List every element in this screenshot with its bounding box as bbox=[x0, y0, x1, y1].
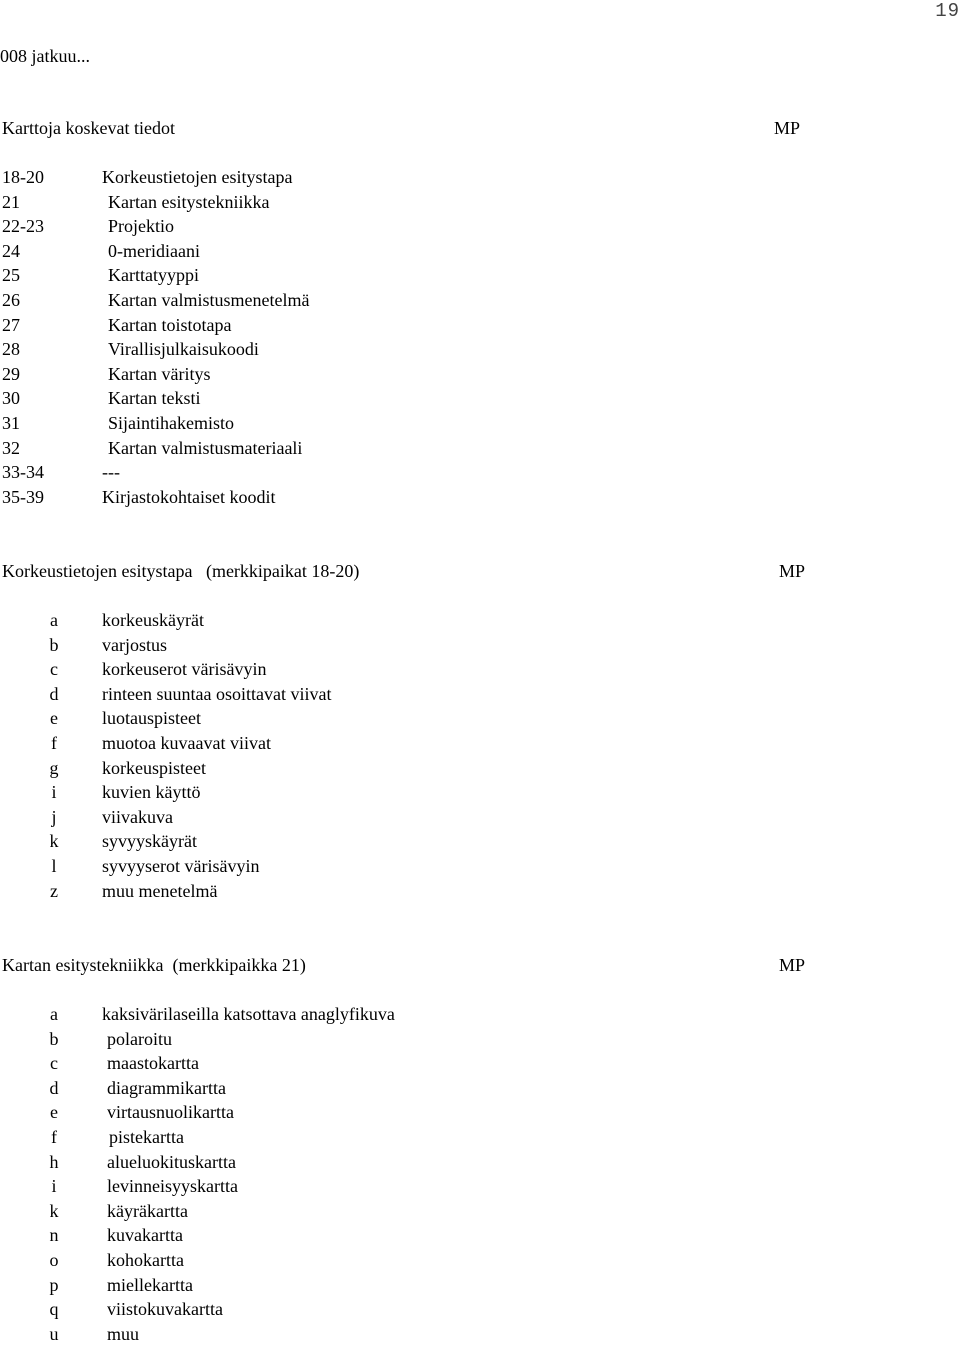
item-description: Kartan väritys bbox=[108, 363, 211, 384]
item-description: Kartan toistotapa bbox=[108, 314, 232, 335]
item-description: Kartan valmistusmateriaali bbox=[108, 437, 303, 458]
page-number: 19 bbox=[935, 0, 960, 22]
item-description: 0-meridiaani bbox=[108, 240, 200, 261]
mp-label: MP bbox=[778, 955, 805, 975]
item-description: polaroitu bbox=[107, 1028, 172, 1049]
section-header bbox=[0, 561, 960, 585]
item-description: varjostus bbox=[102, 634, 167, 655]
item-description: alueluokituskartta bbox=[107, 1151, 236, 1172]
item-description: Projektio bbox=[108, 216, 174, 237]
item-description: viistokuvakartta bbox=[107, 1299, 223, 1320]
item-description: korkeuserot värisävyin bbox=[102, 659, 267, 680]
item-code: 29 bbox=[2, 363, 20, 384]
item-description: muu menetelmä bbox=[102, 880, 218, 901]
item-code: h bbox=[49, 1151, 59, 1172]
item-code: z bbox=[50, 880, 58, 901]
section-title: Korkeustietojen esitystapa (merkkipaikat 18-20) bbox=[2, 561, 360, 581]
item-code: e bbox=[50, 1102, 58, 1123]
item-code: d bbox=[49, 1077, 59, 1098]
section-title: Karttoja koskevat tiedot bbox=[2, 118, 175, 138]
item-code: k bbox=[49, 831, 59, 852]
item-description: korkeuskäyrät bbox=[102, 610, 204, 630]
item-code: 32 bbox=[2, 437, 20, 458]
item-code: 33-34 bbox=[2, 462, 44, 483]
item-code: g bbox=[49, 757, 59, 778]
item-description: kuvakartta bbox=[107, 1225, 183, 1246]
item-code: 26 bbox=[2, 289, 20, 310]
item-description: syvyyskäyrät bbox=[102, 831, 197, 852]
mp-label: MP bbox=[778, 561, 805, 581]
item-code: 21 bbox=[2, 191, 20, 212]
item-description: --- bbox=[102, 462, 120, 483]
section-header bbox=[0, 955, 960, 979]
item-code: 27 bbox=[2, 314, 20, 335]
section-relief bbox=[0, 561, 960, 901]
item-description: maastokartta bbox=[107, 1053, 199, 1074]
item-description: pistekartta bbox=[109, 1126, 184, 1147]
item-description: diagrammikartta bbox=[107, 1077, 226, 1098]
item-code: i bbox=[51, 782, 57, 803]
item-code: f bbox=[51, 732, 57, 753]
item-code: c bbox=[50, 1053, 58, 1074]
item-description: Kartan esitystekniikka bbox=[108, 191, 270, 212]
item-code: 35-39 bbox=[2, 486, 44, 507]
item-description: kaksivärilaseilla katsottava anaglyfikuva bbox=[102, 1004, 395, 1024]
item-code: 31 bbox=[2, 412, 20, 433]
item-description: kuvien käyttö bbox=[102, 782, 201, 803]
item-code: 28 bbox=[2, 339, 20, 360]
item-code: k bbox=[49, 1200, 59, 1221]
item-code: a bbox=[50, 1004, 58, 1024]
section-header bbox=[0, 118, 960, 142]
item-code: 18-20 bbox=[2, 167, 44, 187]
item-code: p bbox=[49, 1274, 59, 1295]
item-description: luotauspisteet bbox=[102, 708, 201, 729]
item-description: Kirjastokohtaiset koodit bbox=[102, 486, 276, 507]
item-description: muu bbox=[107, 1323, 140, 1344]
item-code: l bbox=[51, 855, 57, 876]
item-description: syvyyserot värisävyin bbox=[102, 855, 260, 876]
item-code: j bbox=[51, 806, 57, 827]
item-code: 30 bbox=[2, 388, 20, 409]
item-code: i bbox=[51, 1176, 57, 1197]
item-code: b bbox=[49, 634, 59, 655]
item-description: Kartan teksti bbox=[108, 388, 201, 409]
item-code: a bbox=[50, 610, 58, 630]
item-description: levinneisyyskartta bbox=[107, 1176, 238, 1197]
item-description: miellekartta bbox=[107, 1274, 193, 1295]
item-description: Virallisjulkaisukoodi bbox=[108, 339, 259, 360]
item-code: 25 bbox=[2, 265, 20, 286]
item-description: käyräkartta bbox=[107, 1200, 188, 1221]
item-code: b bbox=[49, 1028, 59, 1049]
item-code: 22-23 bbox=[2, 216, 44, 237]
item-description: Kartan valmistusmenetelmä bbox=[108, 289, 310, 310]
item-code: q bbox=[49, 1299, 59, 1320]
item-code: c bbox=[50, 659, 58, 680]
item-description: muotoa kuvaavat viivat bbox=[102, 732, 271, 753]
item-code: f bbox=[51, 1126, 57, 1147]
item-description: rinteen suuntaa osoittavat viivat bbox=[102, 683, 332, 704]
item-description: kohokartta bbox=[107, 1249, 184, 1270]
item-description: Karttatyyppi bbox=[108, 265, 199, 286]
mp-label: MP bbox=[773, 118, 800, 138]
continued-label: 008 jatkuu... bbox=[0, 46, 90, 66]
item-description: Korkeustietojen esitystapa bbox=[102, 167, 293, 187]
section-map-fields bbox=[0, 118, 960, 507]
item-description: Sijaintihakemisto bbox=[108, 412, 234, 433]
item-code: n bbox=[49, 1225, 59, 1246]
item-description: viivakuva bbox=[102, 806, 173, 827]
item-code: 24 bbox=[2, 240, 20, 261]
item-code: o bbox=[49, 1249, 59, 1270]
item-description: virtausnuolikartta bbox=[107, 1102, 234, 1123]
section-title: Kartan esitystekniikka (merkkipaikka 21) bbox=[2, 955, 306, 975]
item-code: u bbox=[49, 1323, 59, 1344]
section-presentation bbox=[0, 955, 960, 1344]
item-code: e bbox=[50, 708, 58, 729]
item-code: d bbox=[49, 683, 59, 704]
item-description: korkeuspisteet bbox=[102, 757, 206, 778]
